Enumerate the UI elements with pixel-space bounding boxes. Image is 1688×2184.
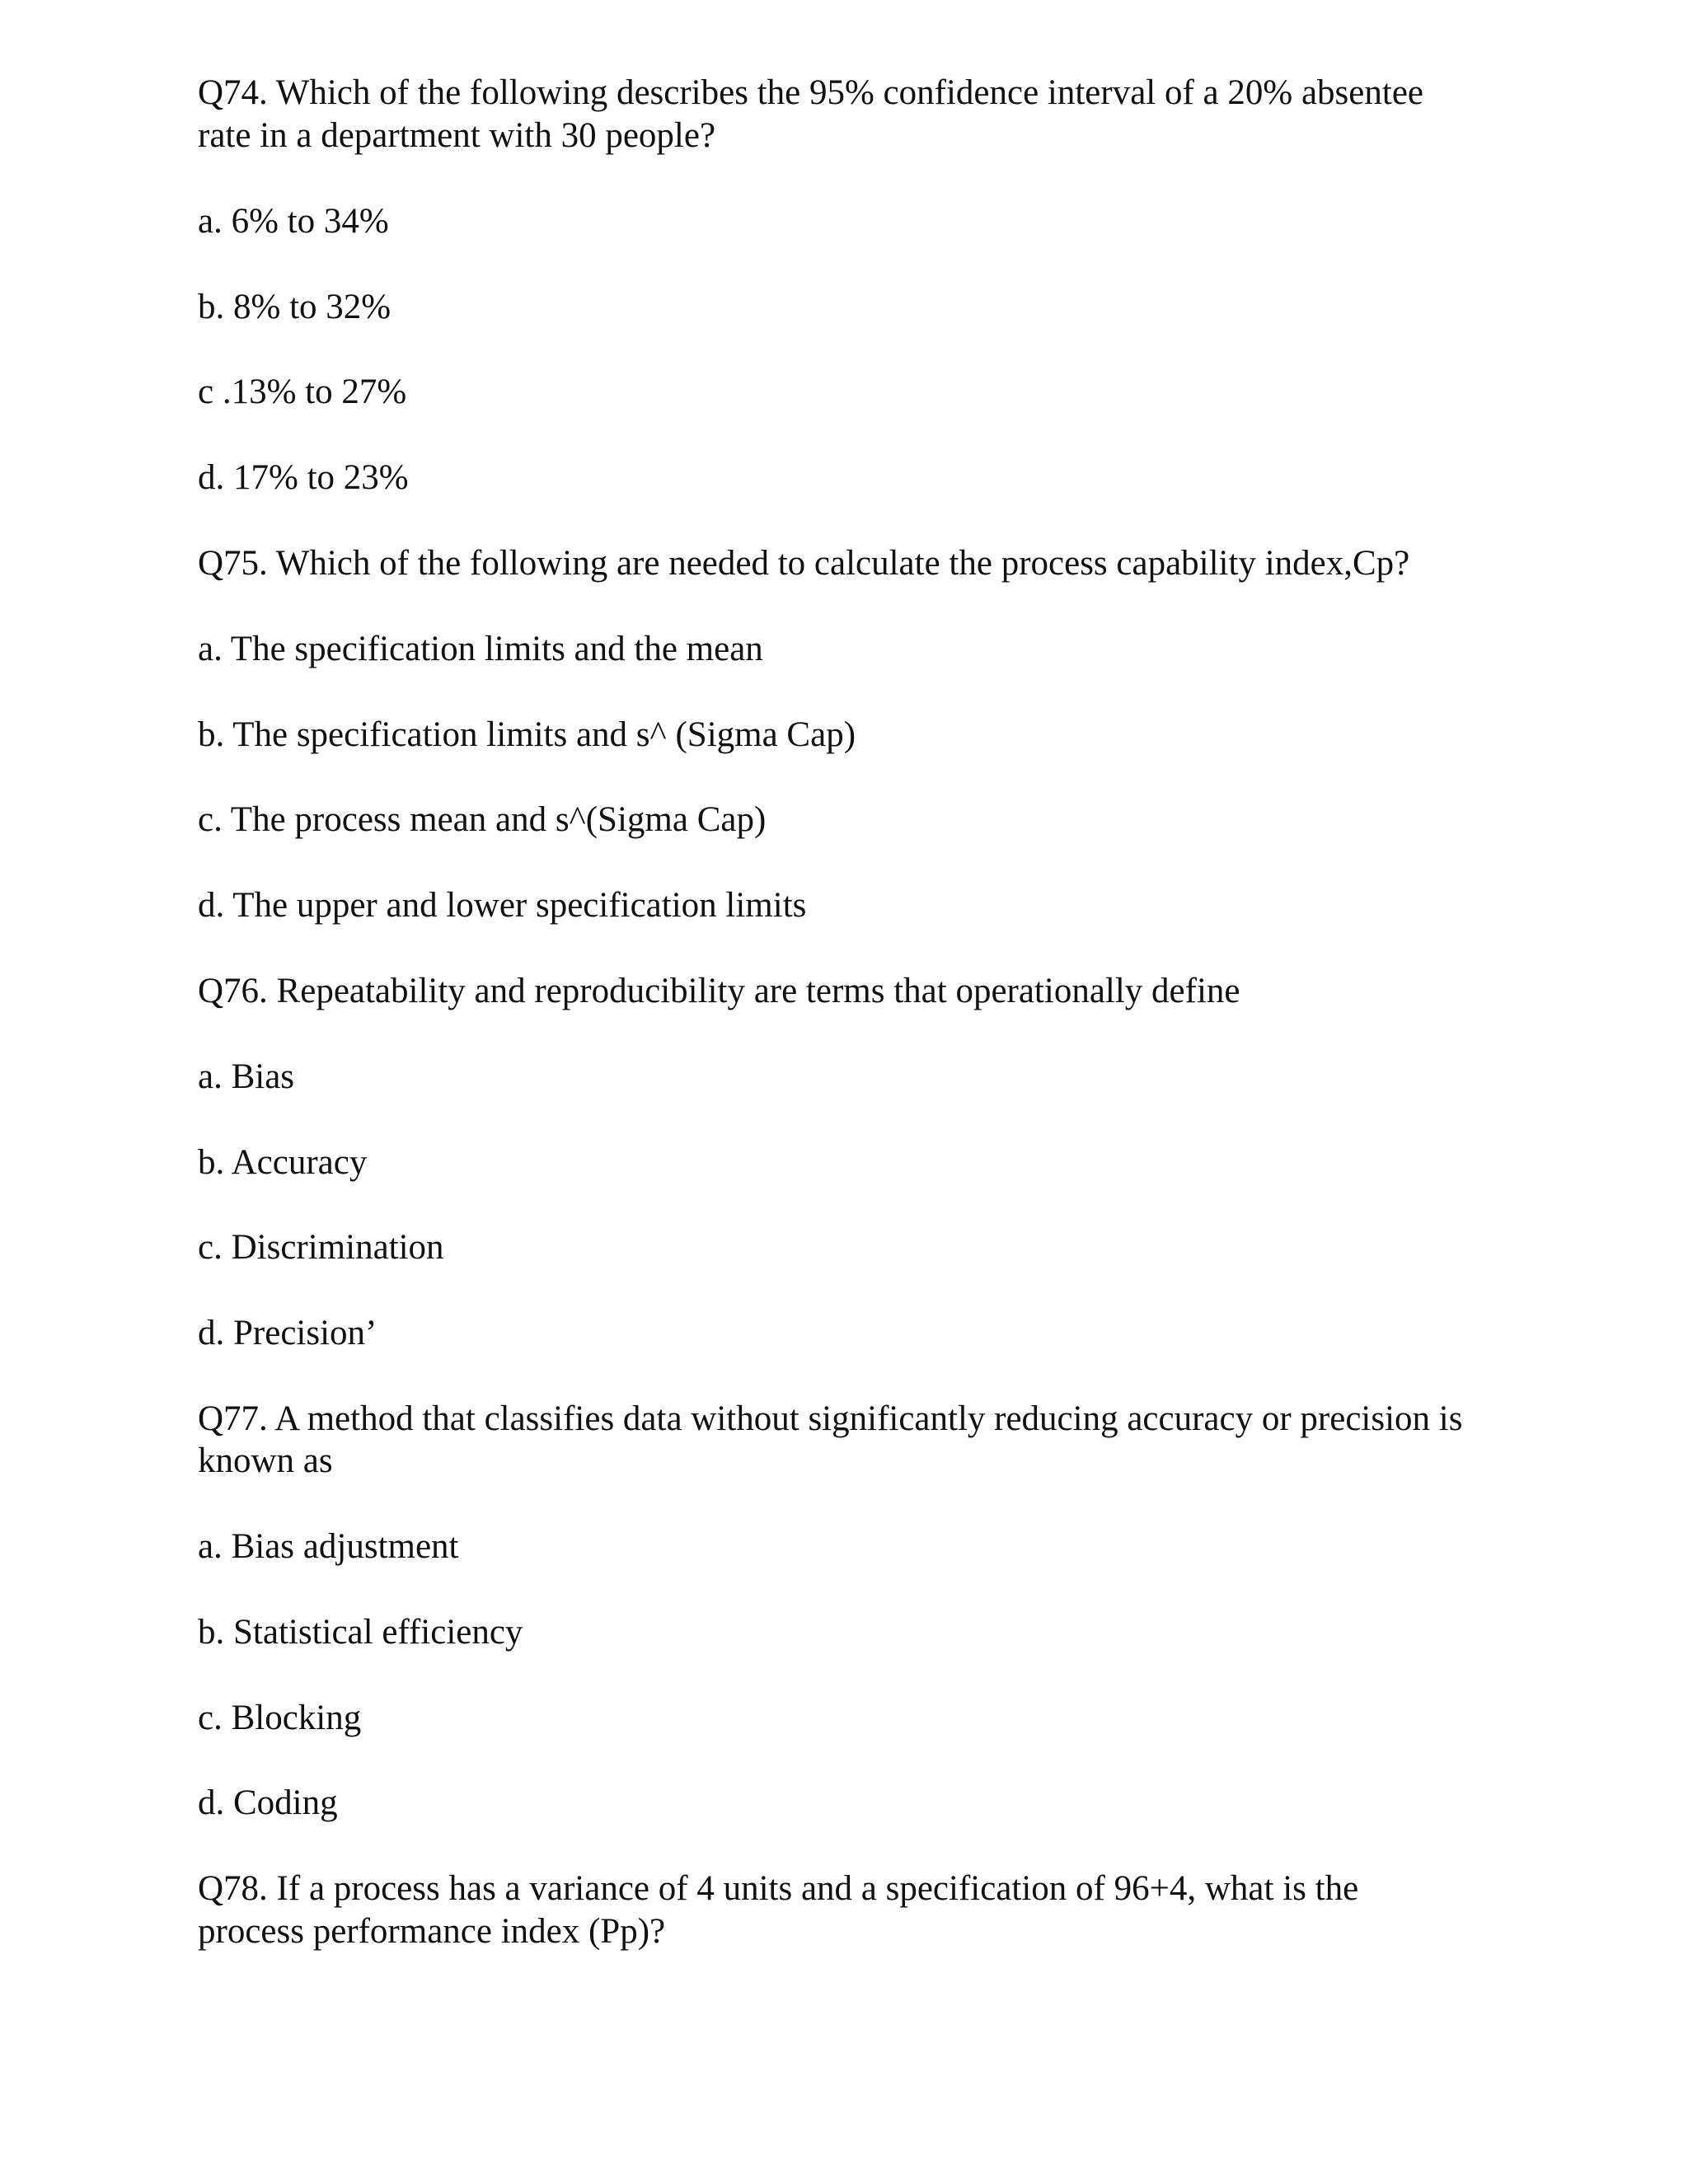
question-77-text-line-2: known as	[198, 1441, 333, 1480]
question-74-option-c: c .13% to 27%	[198, 373, 407, 411]
question-78-text-line-2: process performance index (Pp)?	[198, 1912, 666, 1951]
question-74-option-a: a. 6% to 34%	[198, 202, 389, 241]
question-74-option-b: b. 8% to 32%	[198, 288, 392, 326]
question-75-option-b: b. The specification limits and s^ (Sigma Cap)	[198, 715, 856, 754]
question-77-option-c: c. Blocking	[198, 1699, 362, 1737]
question-76-option-b: b. Accuracy	[198, 1143, 368, 1182]
question-77-text-line-1: Q77. A method that classifies data without significantly reducing accuracy or precision is	[198, 1399, 1463, 1438]
question-76-option-a: a. Bias	[198, 1057, 295, 1096]
question-74-text-line-1: Q74. Which of the following describes the 95% confidence interval of a 20% absentee	[198, 73, 1423, 112]
question-75-text-line-1: Q75. Which of the following are needed to calculate the process capability index,Cp?	[198, 544, 1410, 583]
question-78-text-line-1: Q78. If a process has a variance of 4 units and a specification of 96+4, what is the	[198, 1869, 1359, 1908]
question-76-text-line-1: Q76. Repeatability and reproducibility are terms that operationally define	[198, 972, 1240, 1010]
question-77-option-b: b. Statistical efficiency	[198, 1613, 523, 1652]
question-74-option-d: d. 17% to 23%	[198, 458, 409, 497]
question-75-option-d: d. The upper and lower specification limits	[198, 886, 807, 925]
question-75-option-a: a. The specification limits and the mean	[198, 630, 763, 668]
question-76-option-c: c. Discrimination	[198, 1228, 444, 1267]
question-74-text-line-2: rate in a department with 30 people?	[198, 116, 716, 155]
question-77-option-d: d. Coding	[198, 1783, 338, 1822]
question-76-option-d: d. Precision’	[198, 1314, 377, 1352]
question-77-option-a: a. Bias adjustment	[198, 1527, 459, 1566]
question-75-option-c: c. The process mean and s^(Sigma Cap)	[198, 800, 767, 839]
